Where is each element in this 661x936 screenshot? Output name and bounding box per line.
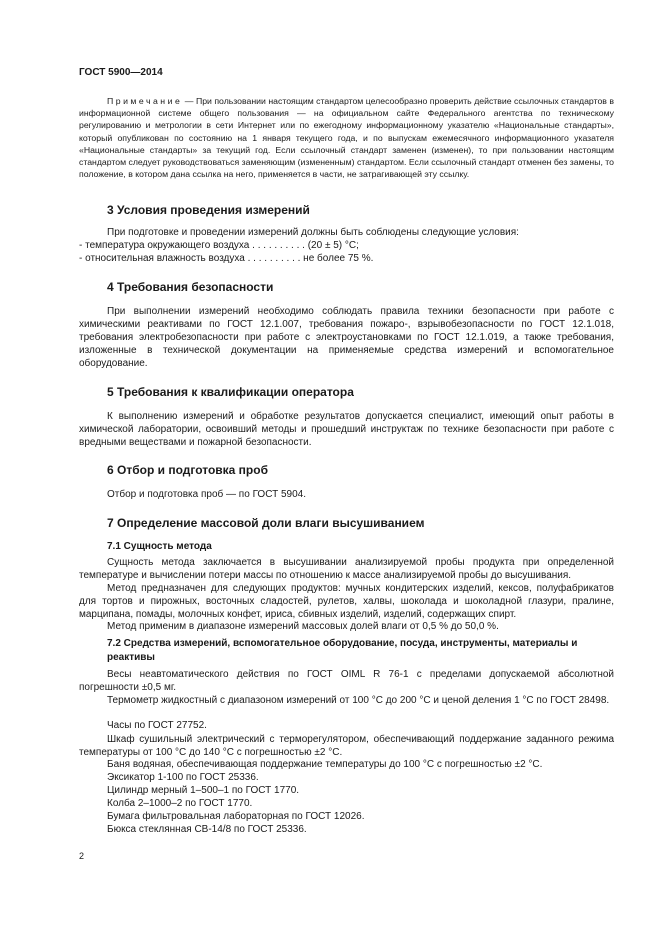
section-7-heading: 7 Определение массовой доли влаги высушиванием xyxy=(107,516,425,530)
item-water-bath: Баня водяная, обеспечивающая поддержание температуры до 100 °С с погрешностью ±2 °С. xyxy=(107,759,543,770)
section-5-text: К выполнению измерений и обработке результатов допускается специалист, имеющий опыт работы в химической лаборатории, освоивший методы и прошедший инструктаж по технике безопасности при работе с вредными веществами и пожарной безопасности. xyxy=(79,411,614,448)
page-number: 2 xyxy=(79,851,85,861)
note-paragraph xyxy=(79,95,614,180)
section-3-intro: При подготовке и проведении измерений должны быть соблюдены следующие условия: xyxy=(107,227,519,238)
section-7-1-heading: 7.1 Сущность метода xyxy=(107,541,212,552)
item-flask: Колба 2–1000–2 по ГОСТ 1770. xyxy=(107,798,253,809)
item-filter-paper: Бумага фильтровальная лабораторная по ГОСТ 12026. xyxy=(107,811,365,822)
condition-temperature: - температура окружающего воздуха . . . . . . . . . . (20 ± 5) °С; xyxy=(79,240,359,251)
section-4-text: При выполнении измерений необходимо соблюдать правила техники безопасности при работе с химическими реактивами по ГОСТ 12.1.007, требования пожаро-, взрывобезопасности по ГОСТ 12.1.018, требования электробезопасности при работе с электроустановками по ГОСТ 12.1.019, а также требования, изложенные в технической документации на применяемые средства измерений и вспомогательное оборудование. xyxy=(79,306,614,369)
section-6-heading: 6 Отбор и подготовка проб xyxy=(107,463,269,477)
section-4-heading: 4 Требования безопасности xyxy=(107,280,274,294)
note-label: Примечание xyxy=(107,96,183,106)
section-3-heading: 3 Условия проведения измерений xyxy=(107,203,310,217)
section-7-2-heading: 7.2 Средства измерений, вспомогательное оборудование, посуда, инструменты, материалы и реактивы xyxy=(107,638,578,663)
item-scales: Весы неавтоматического действия по ГОСТ OIML R 76-1 с пределами допускаемой абсолютной погрешности ±0,5 мг. xyxy=(79,669,614,693)
document-header: ГОСТ 5900—2014 xyxy=(79,67,163,78)
item-weighing-bottle: Бюкса стеклянная СВ-14/8 по ГОСТ 25336. xyxy=(107,824,307,835)
item-cylinder: Цилиндр мерный 1–500–1 по ГОСТ 1770. xyxy=(107,785,300,796)
section-6-text: Отбор и подготовка проб — по ГОСТ 5904. xyxy=(107,489,306,500)
section-7-1-p3: Метод применим в диапазоне измерений массовых долей влаги от 0,5 % до 50,0 %. xyxy=(107,621,499,632)
item-clock: Часы по ГОСТ 27752. xyxy=(107,720,207,731)
section-7-1-p2: Метод предназначен для следующих продуктов: мучных кондитерских изделий, кексов, полуфабрикатов для тортов и пирожных, восточных сладостей, рулетов, халвы, шоколада и шоколадной глазури, пралине, марципана, помады, молочных конфет, ириса, сбивных изделий, изделий, содержащих спирт. xyxy=(79,583,614,620)
item-desiccator: Эксикатор 1-100 по ГОСТ 25336. xyxy=(107,772,259,783)
item-thermometer: Термометр жидкостный с диапазоном измерений от 100 °С до 200 °С и ценой деления 1 °С по ГОСТ 28498. xyxy=(107,695,610,706)
condition-humidity: - относительная влажность воздуха . . . . . . . . . . не более 75 %. xyxy=(79,253,374,264)
section-5-heading: 5 Требования к квалификации оператора xyxy=(107,385,354,399)
section-7-1-p1: Сущность метода заключается в высушивании анализируемой пробы продукта при определенной температуре и вычислении потери массы по отношению к массе анализируемой пробы до высушивания. xyxy=(79,557,614,581)
item-drying-oven: Шкаф сушильный электрический с терморегулятором, обеспечивающий поддержание заданного режима температуры от 100 °С до 140 °С с погрешностью ±2 °С. xyxy=(79,734,614,758)
note-text: — При пользовании настоящим стандартом целесообразно проверить действие ссылочных стандартов в информационной системе общего пользования — на официальном сайте Федерального агентства по техническому регулированию и метрологии в сети Интернет или по ежегодному информационному указателю «Национальные стандарты», который опубликован по состоянию на 1 января текущего года, и по выпускам ежемесячного информационного указателя «Национальные стандарты» за текущий год. Если ссылочный стандарт заменен (изменен), то при пользовании настоящим стандартом следует руководствоваться заменяющим (измененным) стандартом. Если ссылочный стандарт отменен без замены, то положение, в котором дана ссылка на него, применяется в части, не затрагивающей эту ссылку. xyxy=(79,96,614,180)
